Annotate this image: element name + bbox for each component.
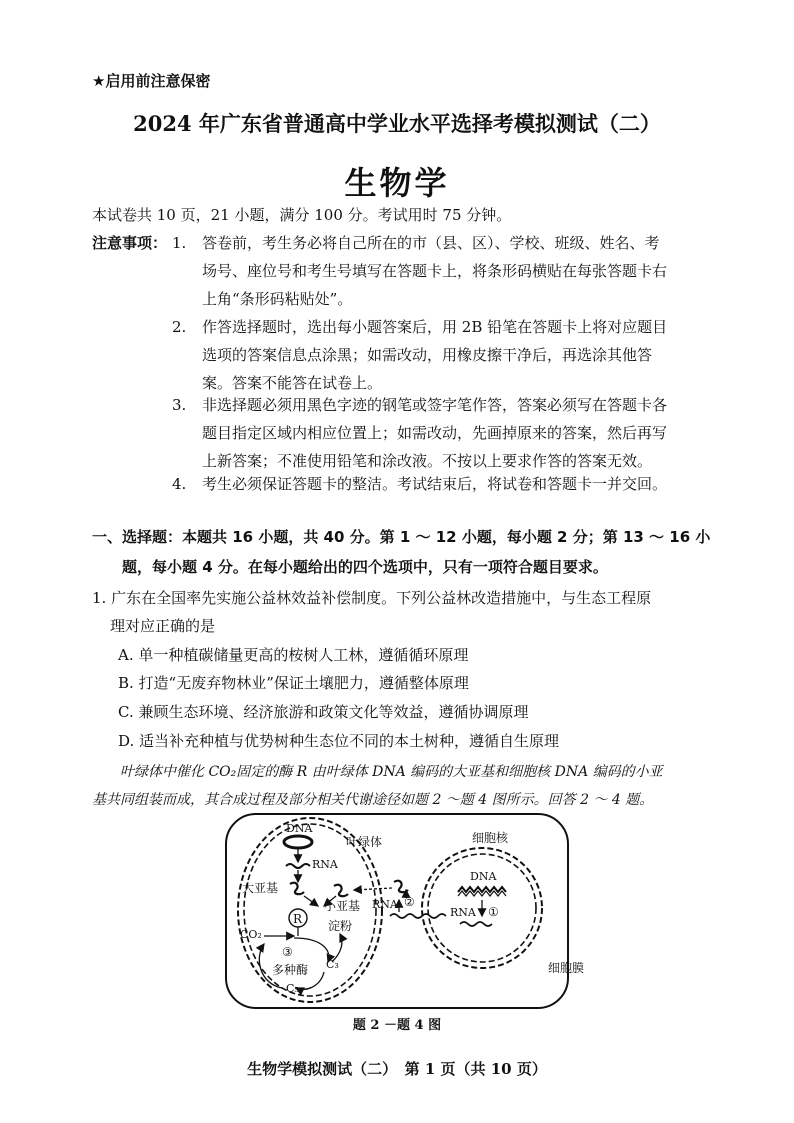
section-heading	[92, 522, 722, 582]
question-1-stem	[92, 584, 722, 640]
note-number: 3.	[172, 396, 187, 414]
nuclear-mrna	[460, 922, 492, 926]
note-line: 考生必须保证答题卡的整洁。考试结束后，将试卷和答题卡一并交回。	[202, 475, 668, 493]
notes-label: 注意事项：	[92, 234, 168, 252]
note-item-3	[172, 391, 712, 475]
chloroplast-dna-ring	[284, 836, 312, 848]
label-cell-membrane: 细胞膜	[548, 961, 585, 975]
label-nucleus: 细胞核	[472, 831, 509, 845]
calvin-arrow-to-c3	[294, 938, 329, 962]
option-c: C. 兼顾生态环境、经济旅游和政策文化等效益，遵循协调原理	[118, 703, 529, 721]
figure-caption: 题 2 －题 4 图	[352, 1018, 442, 1033]
large-subunit-shape	[290, 883, 304, 894]
small-subunit-inner-shape	[334, 885, 348, 896]
label-dna-chloroplast: DNA	[286, 822, 313, 835]
chloroplast-mrna	[286, 864, 310, 868]
note-number: 1.	[172, 234, 187, 252]
label-c3: C₃	[326, 958, 339, 971]
label-rna-chloroplast: RNA	[312, 858, 338, 871]
label-rna-export: RNA	[372, 898, 398, 911]
label-rna-nucleus: RNA	[450, 906, 476, 919]
label-starch: 淀粉	[328, 919, 353, 933]
note-item-4	[172, 470, 712, 498]
label-large-subunit: 大亚基	[242, 881, 279, 895]
note-line: 作答选择题时，选出每小题答案后，用 2B 铅笔在答题卡上将对应题目	[202, 318, 668, 336]
label-step2: ②	[404, 895, 415, 909]
label-multi-enzyme: 多种酶	[272, 963, 309, 977]
label-co2: CO₂	[240, 928, 262, 941]
question-stem-line: 1. 广东在全国率先实施公益林效益补偿制度。下列公益林改造措施中，与生态工程原	[92, 589, 652, 607]
page-footer: 生物学模拟测试（二） 第 1 页（共 10 页）	[247, 1060, 547, 1078]
note-line: 选项的答案信息点涂黑；如需改动，用橡皮擦干净后，再选涂其他答	[202, 346, 653, 364]
passage	[92, 758, 722, 814]
option-d: D. 适当补充种植与优势树种生态位不同的本土树种，遵循自生原理	[118, 732, 560, 750]
note-line: 题目指定区域内相应位置上；如需改动，先画掉原来的答案，然后再写	[202, 424, 668, 442]
label-small-subunit: 小亚基	[324, 899, 361, 913]
cell-outline	[226, 814, 568, 1008]
small-subunit-import-arrow	[354, 888, 392, 890]
note-line: 场号、座位号和考生号填写在答题卡上，将条形码横贴在每张答题卡右	[202, 262, 668, 280]
nuclear-dna-helix	[458, 887, 506, 892]
cytoplasmic-mrna	[390, 914, 446, 918]
assembly-arrow-large	[304, 896, 318, 906]
note-line: 答卷前，考生务必将自己所在的市（县、区）、学校、班级、姓名、考	[202, 234, 660, 252]
label-step1: ①	[488, 905, 499, 919]
label-step3: ③	[282, 945, 293, 959]
option-a: A. 单一种植碳储量更高的桉树人工林，遵循循环原理	[118, 646, 469, 664]
label-chloroplast: 叶绿体	[346, 835, 383, 849]
passage-line: 基共同组装而成，其合成过程及部分相关代谢途径如题 2 ～题 4 图所示。回答 2 ～ 4 题。	[92, 792, 654, 808]
section-line: 一、选择题：本题共 16 小题，共 40 分。第 1 ～ 12 小题，每小题 2 分；第 13 ～ 16 小	[92, 528, 711, 546]
note-item-2	[172, 313, 712, 397]
chloroplast-nucleus-diagram	[224, 812, 585, 1012]
note-line: 上新答案；不准使用铅笔和涂改液。不按以上要求作答的答案无效。	[202, 452, 653, 470]
section-line: 题，每小题 4 分。在每小题给出的四个选项中，只有一项符合题目要求。	[122, 558, 608, 576]
label-dna-nucleus: DNA	[470, 870, 497, 883]
subject-title: 生物学	[344, 164, 450, 202]
note-line: 案。答案不能答在试卷上。	[202, 374, 383, 392]
exam-intro: 本试卷共 10 页，21 小题，满分 100 分。考试用时 75 分钟。	[92, 206, 512, 224]
note-line: 上角“条形码粘贴处”。	[202, 290, 353, 308]
question-stem-line: 理对应正确的是	[110, 617, 216, 635]
note-line: 非选择题必须用黑色字迹的钢笔或签字笔作答，答案必须写在答题卡各	[202, 396, 668, 414]
note-number: 4.	[172, 475, 187, 493]
note-item-1	[172, 229, 712, 313]
option-b: B. 打造“无废弃物林业”保证土壤肥力，遵循整体原理	[118, 674, 469, 692]
exam-title: 2024 年广东省普通高中学业水平选择考模拟测试（二）	[133, 111, 661, 136]
note-number: 2.	[172, 318, 187, 336]
label-enzyme-r: R	[293, 912, 303, 926]
secret-mark: ★启用前注意保密	[92, 72, 211, 90]
label-c5: C₅	[286, 982, 299, 995]
passage-line: 叶绿体中催化 CO₂固定的酶 R 由叶绿体 DNA 编码的大亚基和细胞核 DNA 编码的小亚	[120, 764, 663, 780]
